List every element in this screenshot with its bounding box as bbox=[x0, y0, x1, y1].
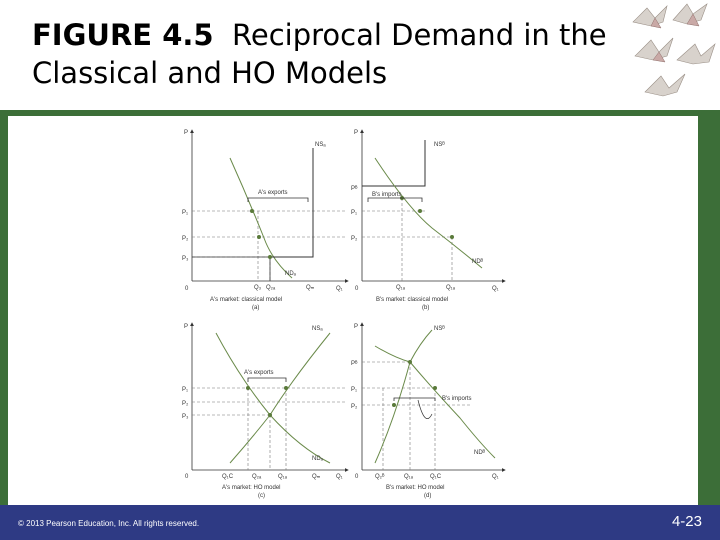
panel-a-p-axis: P bbox=[184, 130, 189, 136]
panel-a-p1: P₁ bbox=[182, 210, 189, 216]
panel-d-pb: Pᴮ bbox=[351, 361, 358, 367]
panel-b-origin: 0 bbox=[355, 286, 359, 292]
panel-b-q-axis: Q₁ bbox=[492, 286, 499, 292]
panel-c-origin: 0 bbox=[185, 474, 189, 480]
panel-a-q3: Qₘ bbox=[306, 285, 315, 291]
panel-d-q2: Q₁ₐ bbox=[404, 474, 413, 480]
panel-a-q2: Q₂ₐ bbox=[266, 285, 276, 291]
slide-title bbox=[32, 16, 612, 92]
panel-b-q2: Q₁ₐ bbox=[446, 285, 455, 291]
panel-b-bracket: B's imports bbox=[372, 192, 402, 198]
panel-c-supply: NSₐ bbox=[312, 326, 323, 332]
copyright-text: © 2013 Pearson Education, Inc. All rights reserved. bbox=[18, 519, 200, 528]
panel-b-p-axis: P bbox=[354, 130, 359, 136]
panel-b-p2: P₂ bbox=[351, 236, 358, 242]
panel-c-q-axis: Q₁ bbox=[336, 474, 343, 480]
paper-cranes-logo bbox=[615, 0, 720, 112]
figure-number: FIGURE 4.5 bbox=[32, 18, 214, 52]
panel-b-caption: B's market: classical model bbox=[376, 297, 449, 303]
panel-a-caption: A's market: classical model bbox=[210, 297, 283, 303]
panel-d-supply: NSᴮ bbox=[434, 326, 445, 332]
panel-a-supply: NSₐ bbox=[315, 142, 326, 148]
panel-d-q3: Q₁C bbox=[430, 474, 442, 480]
panel-a-tag: (a) bbox=[252, 305, 260, 311]
panel-c-p-axis: P bbox=[184, 324, 189, 330]
panel-a-p3: P₃ bbox=[182, 256, 189, 262]
figure-caption-title: Reciprocal Demand in the Classical and HO Models bbox=[32, 18, 607, 90]
panel-a-origin: 0 bbox=[185, 286, 189, 292]
panel-a-p2: P₂ bbox=[182, 236, 189, 242]
panel-d-demand: NDᴮ bbox=[474, 450, 486, 456]
panel-d-p-axis: P bbox=[354, 324, 359, 330]
panel-d-tag: (d) bbox=[424, 493, 432, 499]
panel-c-q3: Q₁ₐ bbox=[278, 474, 287, 480]
panel-a-demand: NDₐ bbox=[285, 271, 296, 277]
panel-d-p2: P₂ bbox=[351, 404, 358, 410]
panel-a bbox=[182, 130, 348, 311]
panel-d-bracket: B's imports bbox=[442, 396, 472, 402]
panel-b-supply: NSᴮ bbox=[434, 142, 445, 148]
panel-c-tag: (c) bbox=[258, 493, 265, 499]
panel-c-p2: P₂ bbox=[182, 401, 189, 407]
panel-b-pb: Pᴮ bbox=[351, 186, 358, 192]
panel-c-p1: P₁ bbox=[182, 387, 189, 393]
panel-c-p3: P₃ bbox=[182, 414, 189, 420]
panel-c-q2: Q₂ₐ bbox=[252, 474, 262, 480]
panel-a-q1: Q₃ bbox=[254, 285, 262, 291]
panel-d-caption: B's market: HO model bbox=[386, 485, 445, 491]
panel-a-q-axis: Q₁ bbox=[336, 286, 343, 292]
panel-b-p1: P₁ bbox=[351, 210, 358, 216]
panel-c-caption: A's market: HO model bbox=[222, 485, 281, 491]
panel-c-bracket: A's exports bbox=[244, 370, 274, 376]
reciprocal-demand-figure bbox=[170, 118, 520, 503]
panel-b-q1: Q₁ₐ bbox=[396, 285, 405, 291]
panel-d bbox=[351, 323, 505, 499]
panel-b-demand: NDᴮ bbox=[472, 259, 484, 265]
panel-d-q-axis: Q₁ bbox=[492, 474, 499, 480]
panel-b bbox=[351, 130, 505, 311]
page-number: 4-23 bbox=[671, 513, 702, 530]
panel-a-bracket: A's exports bbox=[258, 190, 288, 196]
panel-d-q1: Q₂ᴮ bbox=[375, 474, 385, 480]
panel-c-q1: Q₁C bbox=[222, 474, 234, 480]
panel-d-origin: 0 bbox=[355, 474, 359, 480]
panel-b-tag: (b) bbox=[422, 305, 430, 311]
panel-d-p1: P₁ bbox=[351, 387, 358, 393]
panel-c bbox=[182, 323, 348, 499]
panel-c-demand: NDₐ bbox=[312, 456, 323, 462]
panel-c-q4: Qₘ bbox=[312, 474, 321, 480]
